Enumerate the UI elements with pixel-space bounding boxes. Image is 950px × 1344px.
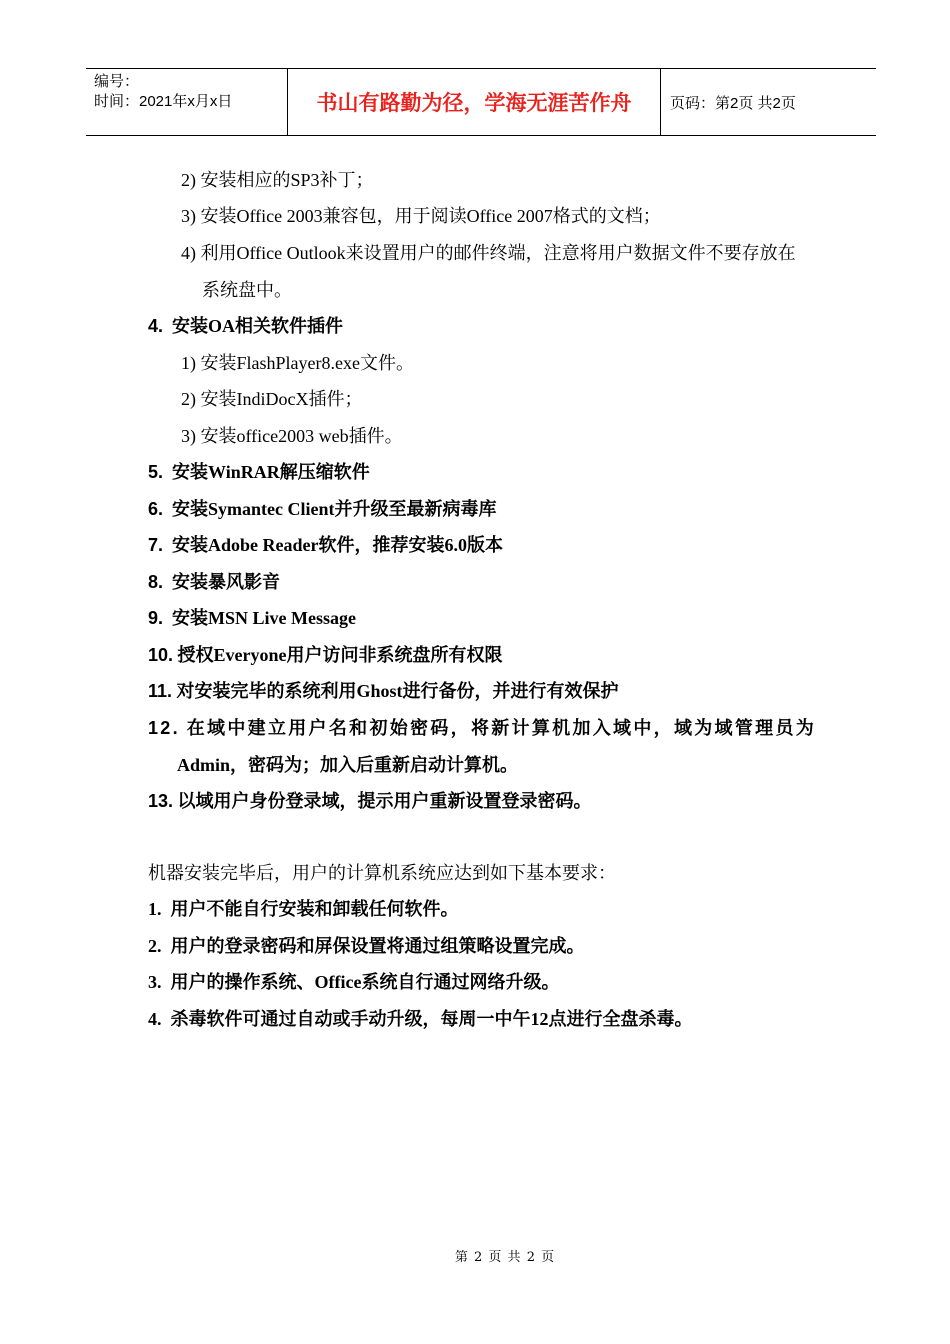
list-text: 安装Symantec Client并升级至最新病毒库	[172, 499, 497, 519]
list-number: 3.	[148, 972, 162, 992]
list-number: 4.	[148, 316, 164, 336]
list-text: 安装MSN Live Message	[172, 608, 356, 628]
list-text: 安装Adobe Reader软件，推荐安装6.0版本	[172, 535, 504, 555]
list-item	[148, 570, 280, 594]
list-item	[148, 643, 503, 667]
list-number: 9.	[148, 608, 164, 628]
list-number: 5.	[148, 462, 164, 482]
list-text: 授权Everyone用户访问非系统盘所有权限	[177, 645, 503, 665]
requirement-item	[148, 1007, 693, 1031]
requirement-item	[148, 934, 585, 958]
list-item	[148, 533, 503, 557]
list-text: 用户的操作系统、Office系统自行通过网络升级。	[170, 972, 560, 992]
list-text: 安装暴风影音	[172, 572, 281, 592]
page-header	[86, 68, 876, 136]
list-text: 用户的登录密码和屏保设置将通过组策略设置完成。	[170, 936, 585, 956]
list-item	[148, 716, 816, 740]
list-item	[148, 497, 497, 521]
list-text: 以域用户身份登录域，提示用户重新设置登录密码。	[177, 791, 592, 811]
list-number: 1.	[148, 899, 162, 919]
list-number: 13.	[148, 791, 174, 811]
sub-item: 3) 安装Office 2003兼容包，用于阅读Office 2007格式的文档；	[181, 206, 661, 226]
header-motto: 书山有路勤为径，学海无涯苦作舟	[288, 69, 661, 135]
list-number: 6.	[148, 499, 164, 519]
list-item	[148, 314, 343, 338]
sub-item-continuation: 系统盘中。	[202, 280, 292, 300]
list-item-continuation: Admin，密码为；加入后重新启动计算机。	[177, 755, 519, 775]
list-text: 用户不能自行安装和卸载任何软件。	[170, 899, 459, 919]
list-text: 在域中建立用户名和初始密码，将新计算机加入域中，域为域管理员为	[186, 718, 817, 738]
requirements-intro: 机器安装完毕后，用户的计算机系统应达到如下基本要求：	[148, 863, 616, 883]
doc-number: 编号：	[94, 73, 140, 90]
list-text: 安装WinRAR解压缩软件	[172, 462, 370, 482]
sub-item: 2) 安装IndiDocX插件；	[181, 389, 363, 409]
header-meta	[86, 69, 288, 135]
sub-item: 3) 安装office2003 web插件。	[181, 426, 403, 446]
list-number: 4.	[148, 1009, 162, 1029]
doc-date: 时间：2021年x月x日	[94, 93, 233, 110]
list-item	[148, 606, 356, 630]
list-item	[148, 460, 370, 484]
list-text: 对安装完毕的系统利用Ghost进行备份，并进行有效保护	[176, 681, 619, 701]
requirement-item	[148, 970, 559, 994]
page-footer: 第 2 页 共 2 页	[454, 1250, 556, 1265]
list-number: 11.	[148, 681, 173, 701]
list-text: 杀毒软件可通过自动或手动升级，每周一中午12点进行全盘杀毒。	[170, 1009, 693, 1029]
requirement-item	[148, 897, 459, 921]
list-number: 8.	[148, 572, 164, 592]
sub-item: 1) 安装FlashPlayer8.exe文件。	[181, 353, 414, 373]
sub-item: 4) 利用Office Outlook来设置用户的邮件终端，注意将用户数据文件不要存放在	[181, 243, 796, 263]
list-item	[148, 789, 592, 813]
list-number: 10.	[148, 645, 174, 665]
list-number: 7.	[148, 535, 164, 555]
list-text: 安装OA相关软件插件	[172, 316, 344, 336]
list-item	[148, 679, 619, 703]
header-page-info: 页码：第2页 共2页	[670, 94, 796, 112]
list-number: 2.	[148, 936, 162, 956]
sub-item: 2) 安装相应的SP3补丁；	[181, 170, 374, 190]
list-number: 12.	[148, 718, 180, 738]
